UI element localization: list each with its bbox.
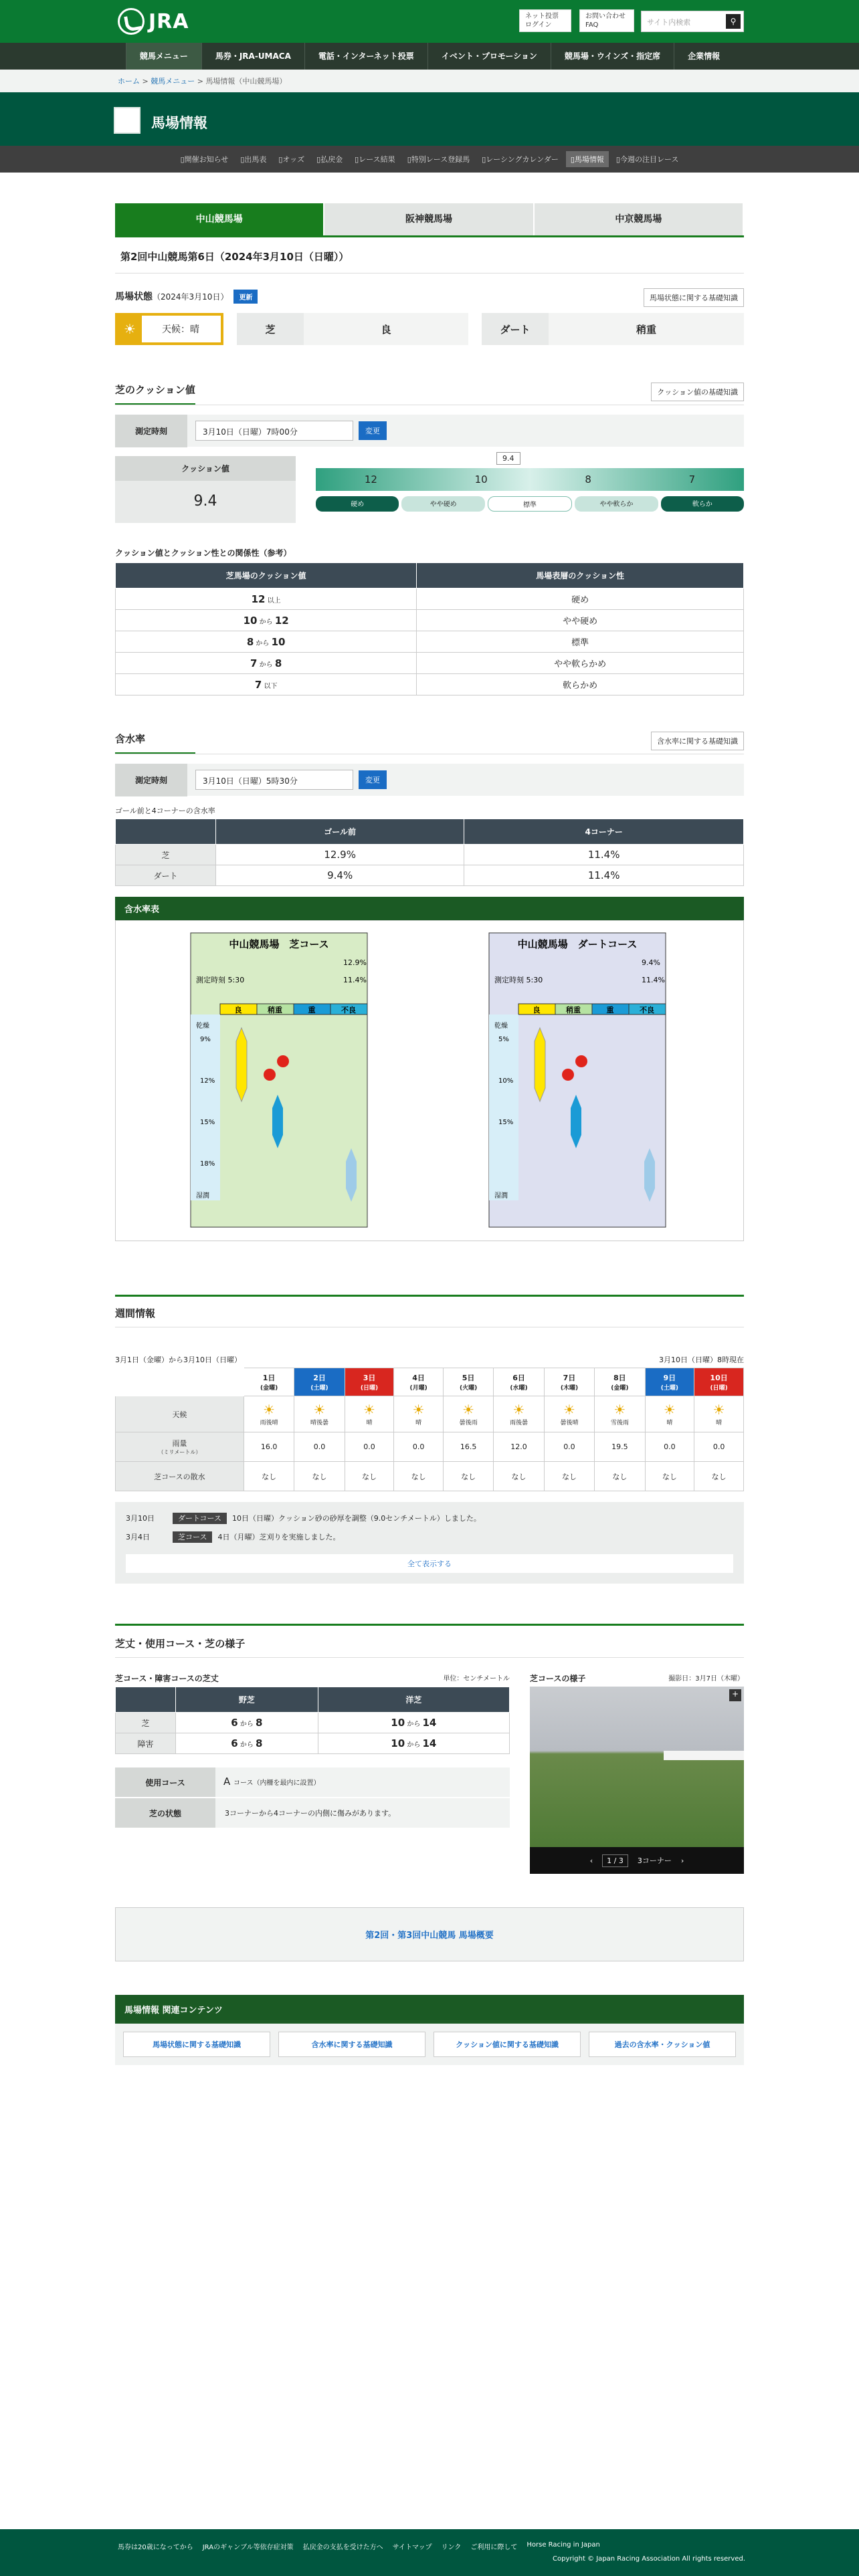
rel-title: クッション値とクッション性との関係性（参考） [115, 548, 292, 558]
login-button[interactable]: ネット投票 ログイン [519, 9, 571, 32]
scale-tick: 7 [688, 473, 696, 486]
cushion-table: 芝馬場のクッション値 馬場表層のクッション性 12 以上 硬め 10 から 12 やや硬め 8 から 10 標準 7 から 8 やや軟らかめ 7 以下 軟らかめ [115, 562, 744, 695]
gnav-item[interactable]: 競馬場・ウインズ・指定席 [551, 43, 674, 70]
show-all-button[interactable]: 全て表示する [126, 1554, 733, 1573]
moisture-change-button[interactable]: 変更 [359, 770, 387, 789]
weekly-now: 3月10日（日曜）8時現在 [659, 1356, 744, 1364]
turf-icon [114, 107, 140, 134]
footer-link[interactable]: 払戻金の支払を受けた方へ [302, 2544, 383, 2551]
breadcrumb: ホーム > 競馬メニュー > 馬場情報（中山競馬場） [0, 70, 859, 92]
note-item: 3月4日 芝コース 4日（月曜）芝刈りを実施しました。 [126, 1533, 341, 1541]
global-nav [0, 43, 859, 70]
time-select[interactable]: 3月10日（日曜）7時00分 [195, 421, 353, 441]
table-row: 12 以上 硬め [116, 588, 744, 610]
turf-photo [530, 1687, 744, 1847]
moisture-chart [115, 920, 744, 1241]
related-link[interactable]: 馬場状態に関する基礎知識 [123, 2032, 270, 2057]
time-label: 測定時刻 5:30 [196, 976, 245, 984]
jra-logo[interactable]: JRA [118, 8, 189, 35]
status-label: 不良 [640, 1006, 654, 1014]
sub-nav [0, 146, 859, 173]
status-label: 良 [234, 1006, 242, 1014]
subnav-item[interactable]: ▯馬場情報 [566, 151, 609, 167]
moisture-kiso-button[interactable]: 含水率に関する基礎知識 [651, 732, 744, 750]
cushion-pill: 標準 [488, 496, 572, 512]
range-good [535, 1028, 545, 1101]
table-row: 芝 12.9% 11.4% [116, 845, 744, 865]
cushion-pill: 硬め [316, 496, 399, 512]
course-tab[interactable]: 中京競馬場 [535, 203, 744, 235]
scale-tick: 8 [585, 473, 591, 486]
day-header: 4日 (月曜) [394, 1368, 444, 1396]
subnav-item[interactable]: ▯レーシングカレンダー [482, 155, 559, 164]
weather-icon: ☀ [712, 1402, 725, 1418]
chart-title: 中山競馬場 芝コース [229, 938, 329, 950]
subnav-item[interactable]: ▯特別レース登録馬 [407, 155, 470, 164]
footer-link[interactable]: ご利用に際して [470, 2544, 518, 2551]
related-link[interactable]: 過去の含水率・クッション値 [589, 2032, 736, 2057]
dirt-condition: 稍重 [549, 313, 744, 345]
horse-icon [118, 8, 145, 35]
table-row: 7 から 8 やや軟らかめ [116, 653, 744, 674]
tick-label: 5% [498, 1036, 509, 1043]
day-header: 10日 (日曜) [694, 1368, 744, 1396]
weather-icon: ☀ [412, 1402, 425, 1418]
cushion-kiso-button[interactable]: クッション値の基礎知識 [651, 383, 744, 401]
weather-icon: ☀ [563, 1402, 575, 1418]
footer-link[interactable]: 馬券は20歳になってから [118, 2544, 193, 2551]
subnav-item[interactable]: ▯出馬表 [240, 155, 267, 164]
corner-value: 11.4% [642, 976, 665, 984]
turf-label: 芝 [237, 313, 304, 345]
table-row: 芝 6 から 8 10 から 14 [116, 1713, 510, 1733]
day-header: 1日 (金曜) [244, 1368, 294, 1396]
cushion-scale [316, 456, 744, 523]
day-header: 3日 (日曜) [345, 1368, 394, 1396]
footer: 馬券は20歳になってから JRAのギャンブル等依存症対策 払戻金の支払を受けた方へ サイトマップ リンク ご利用に際して Horse Racing in Japan Copyright © Japan Racing Association All rights reserved. [0, 2529, 859, 2576]
tick-label: 15% [498, 1119, 514, 1126]
tick-label: 9% [200, 1036, 211, 1043]
page-title: 馬場情報 [151, 115, 207, 131]
tick-label: 10% [498, 1077, 514, 1085]
global-header [0, 0, 859, 43]
cushion-pill: 軟らか [661, 496, 744, 512]
goal-value: 9.4% [642, 958, 660, 967]
weekly-table [115, 1368, 744, 1491]
axis-top: 乾燥 [196, 1023, 209, 1030]
day-header: 6日 (水曜) [494, 1368, 544, 1396]
gnav-item[interactable]: 競馬メニュー [126, 43, 201, 70]
notes-box [115, 1502, 744, 1584]
day-header: 2日 (土曜) [294, 1368, 345, 1396]
chart-title: 中山競馬場 ダートコース [517, 938, 638, 950]
tick-label: 18% [200, 1160, 215, 1168]
gnav-item[interactable]: 電話・インターネット投票 [304, 43, 427, 70]
subnav-item[interactable]: ▯レース結果 [355, 155, 395, 164]
weather-box: ☀ 天候： 晴 [115, 313, 223, 345]
weather-icon: ☀ [462, 1402, 475, 1418]
course-tab[interactable]: 中山競馬場 [115, 203, 324, 235]
related-link[interactable]: クッション値に関する基礎知識 [434, 2032, 581, 2057]
day-header: 8日 (金曜) [595, 1368, 645, 1396]
summary-banner[interactable]: 第2回・第3回中山競馬 馬場概要 [115, 1907, 744, 1961]
weather-icon: ☀ [263, 1402, 276, 1418]
course-tab[interactable]: 阪神競馬場 [324, 203, 534, 235]
search-icon[interactable]: ⚲ [726, 14, 741, 29]
moisture-table: ゴール前 4コーナー 芝 12.9% 11.4% ダート 9.4% 11.4% [115, 819, 744, 886]
baba-title: 馬場状態（2024年3月10日） 更新 [115, 290, 744, 304]
status-label: 重 [308, 1006, 316, 1014]
use-course: A コース（内柵を最内に設置） [223, 1776, 320, 1788]
status-label: 重 [606, 1006, 614, 1014]
cushion-value-box: クッション値 9.4 [115, 456, 296, 523]
weather-icon: ☀ [363, 1402, 375, 1418]
time-label: 測定時刻 [115, 415, 187, 447]
dirt-label: ダート [482, 313, 549, 345]
turf-condition: 良 [304, 313, 468, 345]
turf-height-table: 野芝 洋芝 芝 6 から 8 10 から 14 障害 6 から 8 10 から 14 [115, 1687, 510, 1754]
axis-bottom: 湿潤 [494, 1192, 508, 1200]
change-button[interactable]: 変更 [359, 421, 387, 440]
table-row: 7 以下 軟らかめ [116, 674, 744, 695]
cushion-value: 9.4 [193, 493, 217, 510]
corner-marker [277, 1055, 289, 1067]
status-label: 不良 [341, 1006, 356, 1014]
goal-marker [264, 1069, 276, 1081]
goal-value: 12.9% [343, 958, 367, 967]
subnav-item[interactable]: ▯開催お知らせ [180, 155, 229, 164]
range-good [236, 1028, 247, 1101]
footer-link[interactable]: リンク [441, 2544, 462, 2551]
course-title: 芝丈・使用コース・芝の様子 [115, 1626, 744, 1658]
subnav-item[interactable]: ▯払戻金 [316, 155, 343, 164]
related-title: 馬場情報 関連コンテンツ [115, 1995, 744, 2024]
weather-icon: ☀ [512, 1402, 525, 1418]
goal-marker [562, 1069, 574, 1081]
subnav-item[interactable]: ▯オッズ [278, 155, 305, 164]
moisture-title: 含水率 [115, 732, 195, 754]
table-row: 芝コースの散水 なし なし なし なし なし なし なし なし なし なし [116, 1462, 744, 1491]
table-row: 障害 6 から 8 10 から 14 [116, 1733, 510, 1754]
subnav-item[interactable]: ▯今週の注目レース [615, 155, 679, 164]
sun-icon: ☀ [118, 316, 142, 342]
note-item: 3月10日 ダートコース 10日（日曜）クッション砂の砂厚を調整（9.0センチメートル）しました。 [126, 1514, 481, 1523]
table-row: 雨量 （ミリメートル） 16.0 0.0 0.0 0.0 16.5 12.0 0.0 19.5 0.0 0.0 [116, 1432, 744, 1462]
moisture-time-select[interactable]: 3月10日（日曜）5時30分 [195, 770, 353, 790]
gnav-item[interactable]: 企業情報 [674, 43, 733, 70]
weekly-title: 週間情報 [115, 1297, 744, 1327]
table-row: 10 から 12 やや硬め [116, 610, 744, 631]
footer-link[interactable]: Horse Racing in Japan [527, 2541, 600, 2549]
table-row: 8 から 10 標準 [116, 631, 744, 653]
course-tabs [115, 203, 744, 235]
faq-button[interactable]: お問い合わせ FAQ [579, 9, 634, 32]
tick-label: 12% [200, 1077, 215, 1085]
cushion-pill: やや軟らか [575, 496, 658, 512]
cushion-title: 芝のクッション値 [115, 383, 195, 405]
status-label: 稍重 [566, 1006, 581, 1014]
status-label: 良 [533, 1006, 541, 1014]
turf-state: 3コーナーから4コーナーの内側に傷みがあります。 [225, 1809, 396, 1818]
time-label: 測定時刻 5:30 [494, 976, 543, 984]
cushion-marker: 9.4 [496, 452, 520, 465]
tick-label: 15% [200, 1119, 215, 1126]
photo-pager: ‹ 1 / 3 3コーナー › [530, 1847, 744, 1874]
search-input[interactable]: サイト内検索 ⚲ [641, 11, 744, 32]
axis-top: 乾燥 [494, 1023, 508, 1030]
weather-icon: ☀ [663, 1402, 676, 1418]
title-bar [0, 92, 859, 146]
table-row: 天候 ☀ 雨後晴 ☀ 晴後曇 ☀ 晴 ☀ 晴 ☀ 曇後雨 ☀ 雨後曇 ☀ 曇後晴 ☀ 雪後雨 ☀ 晴 ☀ 晴 [116, 1396, 744, 1432]
corner-marker [575, 1055, 587, 1067]
baba-kiso-button[interactable]: 馬場状態に関する基礎知識 [644, 288, 744, 307]
table-row: ダート 9.4% 11.4% [116, 865, 744, 886]
footer-link[interactable]: サイトマップ [392, 2544, 432, 2551]
corner-value: 11.4% [343, 976, 367, 984]
day-header: 5日 (火曜) [443, 1368, 493, 1396]
next-icon[interactable]: › [680, 1856, 684, 1865]
weather-icon: ☀ [613, 1402, 626, 1418]
day-header: 9日 (土曜) [645, 1368, 694, 1396]
kaisai-title: 第2回中山競馬第6日（2024年3月10日（日曜）） [115, 237, 744, 274]
scale-tick: 12 [364, 473, 377, 486]
related-link[interactable]: 含水率に関する基礎知識 [278, 2032, 425, 2057]
weekly-range: 3月1日（金曜）から3月10日（日曜） [115, 1356, 242, 1364]
day-header: 7日 (木曜) [544, 1368, 594, 1396]
expand-icon[interactable]: + [729, 1689, 741, 1701]
chart-header: 含水率表 [115, 897, 744, 920]
footer-link[interactable]: JRAのギャンブル等依存症対策 [202, 2544, 294, 2551]
gnav-item[interactable]: イベント・プロモーション [427, 43, 551, 70]
update-button[interactable]: 更新 [233, 290, 258, 304]
cushion-pill: やや硬め [401, 496, 484, 512]
axis-bottom: 湿潤 [196, 1192, 209, 1200]
status-label: 稍重 [268, 1006, 282, 1014]
weather-icon: ☀ [313, 1402, 326, 1418]
prev-icon[interactable]: ‹ [589, 1856, 593, 1865]
gnav-item[interactable]: 馬券・JRA-UMACA [201, 43, 304, 70]
scale-tick: 10 [474, 473, 488, 486]
